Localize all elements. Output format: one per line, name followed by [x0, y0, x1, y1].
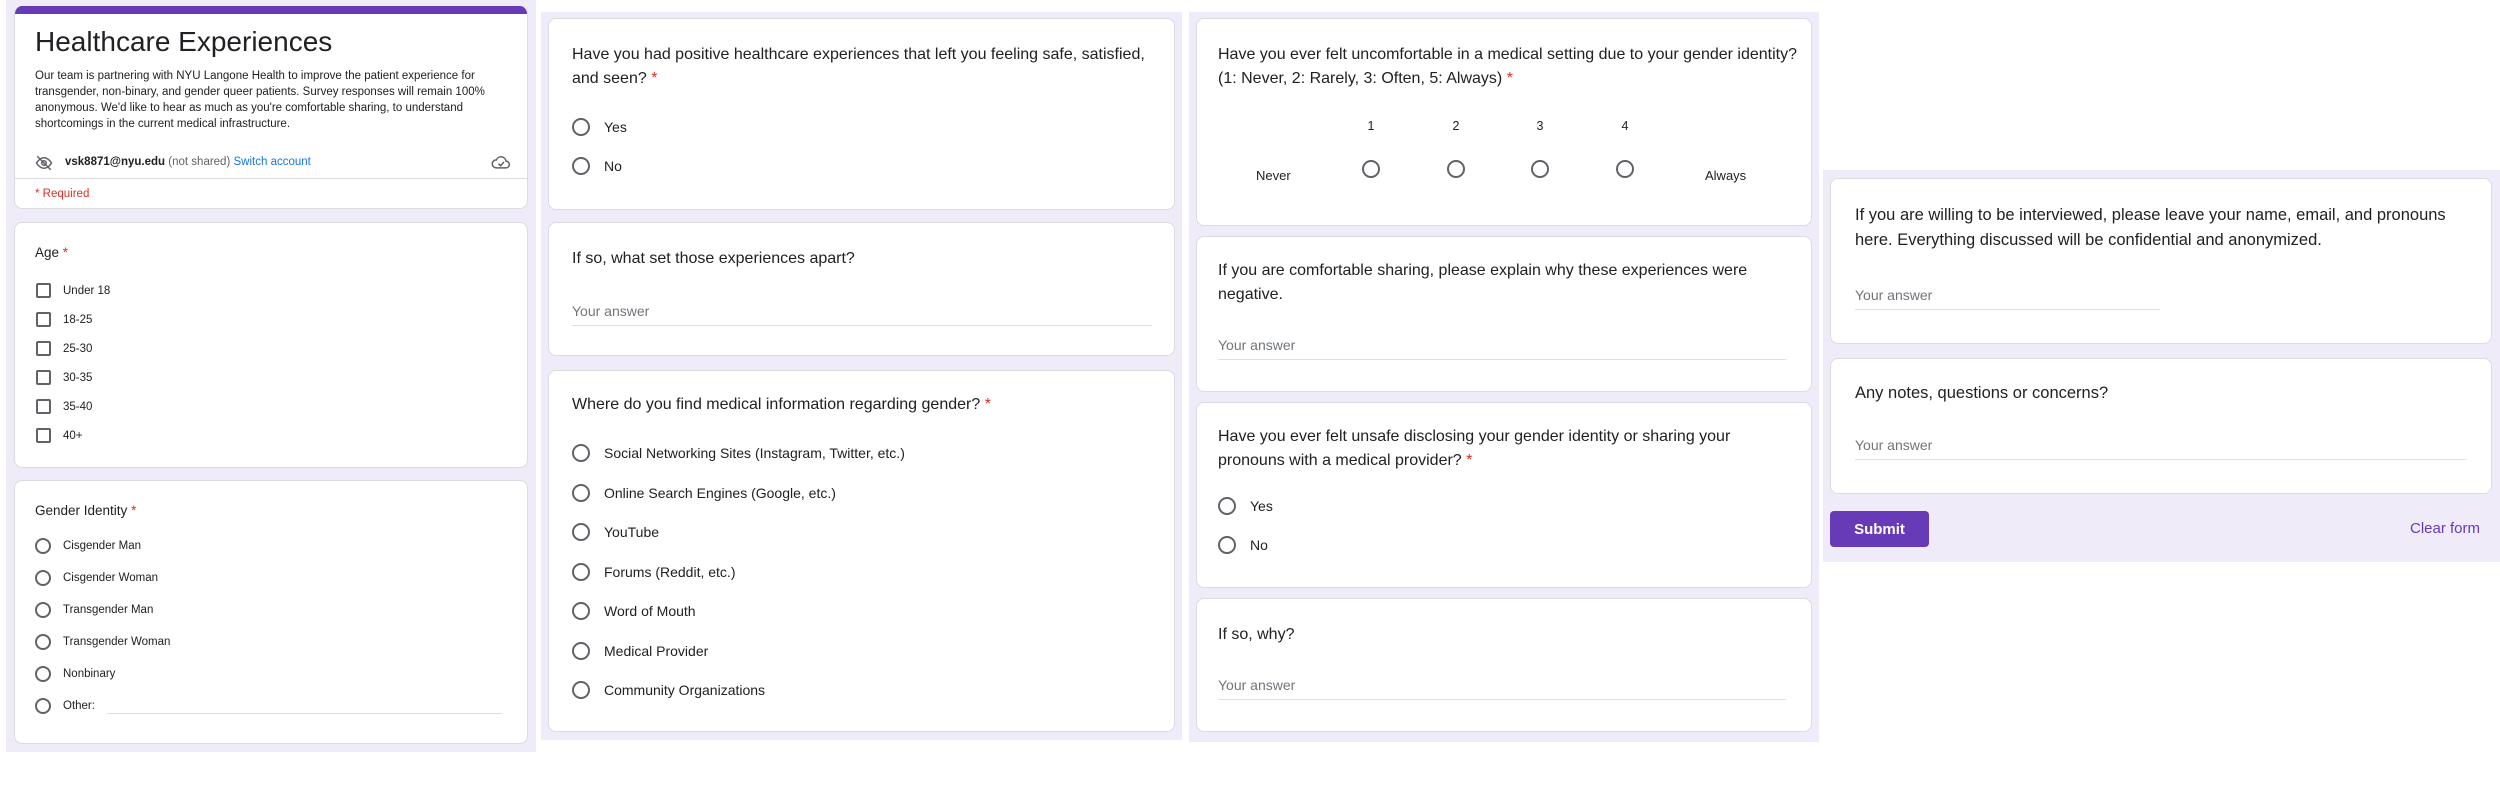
radio-button[interactable]: [572, 681, 590, 699]
notes-label: Any notes, questions or concerns?: [1855, 384, 2109, 402]
positive-experiences-label: Have you had positive healthcare experiences that left you feeling safe, satisfied, and seen? *: [572, 46, 1145, 87]
account-line: [65, 156, 311, 168]
age-option[interactable]: 25-30: [36, 341, 92, 356]
form-header-card: [14, 6, 528, 209]
radio-button[interactable]: [35, 634, 51, 650]
unsafe-disclosing-label: Have you ever felt unsafe disclosing your gender identity or sharing your pronouns with a medical provider? *: [1218, 428, 1731, 469]
scale-radio-2[interactable]: [1447, 160, 1465, 178]
medical-info-option[interactable]: Medical Provider: [572, 642, 708, 660]
scale-number: 1: [1367, 119, 1375, 133]
set-apart-card: [548, 222, 1175, 356]
age-label: Age *: [35, 245, 69, 260]
gender-option[interactable]: Transgender Woman: [35, 634, 170, 650]
radio-button[interactable]: [572, 642, 590, 660]
age-option[interactable]: 40+: [36, 428, 83, 443]
notes-card: [1830, 358, 2492, 494]
switch-account-link[interactable]: Switch account: [233, 156, 311, 168]
interview-label: If you are willing to be interviewed, please leave your name, email, and pronouns here. Everything discussed will be confidential and anonymized.: [1855, 206, 2446, 249]
required-note: * Required: [35, 188, 90, 200]
radio-button[interactable]: [572, 602, 590, 620]
medical-info-option[interactable]: Forums (Reddit, etc.): [572, 563, 735, 581]
checkbox[interactable]: [36, 283, 51, 298]
scale-number: 2: [1452, 119, 1460, 133]
negative-explain-card: [1196, 236, 1812, 392]
radio-button[interactable]: [572, 157, 590, 175]
radio-button[interactable]: [572, 563, 590, 581]
scale-radio-4[interactable]: [1616, 160, 1634, 178]
checkbox[interactable]: [36, 312, 51, 327]
submit-button[interactable]: Submit: [1830, 511, 1929, 547]
why-card: [1196, 598, 1812, 732]
other-text-input[interactable]: [107, 713, 502, 714]
form-description: Our team is partnering with NYU Langone Health to improve the patient experience for transgender, non-binary, and gender queer patients. Survey responses will remain 100% anonymous. We'd like to hear as much as you're comfortable sharing, to understand shortcomings in the current medical infrastructure.: [35, 70, 485, 130]
interview-answer-input[interactable]: Your answer: [1855, 287, 2160, 310]
gender-option[interactable]: Cisgender Woman: [35, 570, 158, 586]
medical-info-option[interactable]: Community Organizations: [572, 681, 765, 699]
medical-info-option[interactable]: Word of Mouth: [572, 602, 696, 620]
radio-button[interactable]: [35, 602, 51, 618]
medical-info-option[interactable]: YouTube: [572, 523, 659, 541]
why-label: If so, why?: [1218, 626, 1295, 643]
unsafe-disclosing-option[interactable]: No: [1218, 536, 1268, 554]
gender-identity-label: Gender Identity *: [35, 503, 137, 518]
radio-button[interactable]: [572, 523, 590, 541]
medical-info-card: [548, 370, 1175, 732]
radio-button[interactable]: [1218, 536, 1236, 554]
radio-button[interactable]: [35, 538, 51, 554]
negative-explain-label: If you are comfortable sharing, please explain why these experiences were negative.: [1218, 262, 1748, 303]
scale-low-label: Never: [1256, 168, 1291, 183]
notes-answer-input[interactable]: Your answer: [1855, 437, 2467, 460]
positive-experiences-card: [548, 18, 1175, 210]
positive-experiences-option[interactable]: No: [572, 157, 622, 175]
negative-explain-answer-input[interactable]: Your answer: [1218, 337, 1786, 360]
cloud-saved-icon[interactable]: [491, 153, 511, 171]
uncomfortable-scale-card: [1196, 18, 1812, 226]
why-answer-input[interactable]: Your answer: [1218, 677, 1786, 700]
set-apart-label: If so, what set those experiences apart?: [572, 250, 855, 267]
interview-card: [1830, 178, 2492, 344]
scale-high-label: Always: [1705, 168, 1747, 183]
divider: [15, 178, 527, 179]
not-shared-label: (not shared): [168, 156, 231, 168]
positive-experiences-option[interactable]: Yes: [572, 118, 627, 136]
checkbox[interactable]: [36, 428, 51, 443]
age-option[interactable]: 18-25: [36, 312, 92, 327]
gender-option-other[interactable]: Other:: [35, 698, 95, 714]
unsafe-disclosing-card: [1196, 402, 1812, 588]
medical-info-option[interactable]: Online Search Engines (Google, etc.): [572, 484, 836, 502]
age-option[interactable]: Under 18: [36, 283, 110, 298]
radio-button[interactable]: [572, 118, 590, 136]
uncomfortable-label: Have you ever felt uncomfortable in a medical setting due to your gender identity? (1: Never, 2: Rarely, 3: Often, 5: Always) *: [1218, 46, 1797, 87]
scale-number: 3: [1536, 119, 1544, 133]
radio-button[interactable]: [35, 666, 51, 682]
age-option[interactable]: 35-40: [36, 399, 92, 414]
eye-off-icon: [35, 154, 53, 172]
medical-info-option[interactable]: Social Networking Sites (Instagram, Twitter, etc.): [572, 444, 905, 462]
radio-button[interactable]: [572, 484, 590, 502]
scale-radio-1[interactable]: [1362, 160, 1380, 178]
scale-radio-3[interactable]: [1531, 160, 1549, 178]
accent-bar: [15, 6, 527, 14]
clear-form-button[interactable]: Clear form: [2410, 520, 2481, 537]
radio-button[interactable]: [572, 444, 590, 462]
radio-button[interactable]: [35, 570, 51, 586]
gender-identity-card: [14, 480, 528, 744]
medical-info-label: Where do you find medical information regarding gender? *: [572, 396, 991, 413]
checkbox[interactable]: [36, 399, 51, 414]
checkbox[interactable]: [36, 370, 51, 385]
form-title: Healthcare Experiences: [35, 26, 333, 57]
gender-option[interactable]: Nonbinary: [35, 666, 115, 682]
account-email: vsk8871@nyu.edu: [65, 156, 166, 168]
scale-number: 4: [1621, 119, 1629, 133]
radio-button[interactable]: [35, 698, 51, 714]
gender-option[interactable]: Transgender Man: [35, 602, 153, 618]
gender-option[interactable]: Cisgender Man: [35, 538, 141, 554]
age-option[interactable]: 30-35: [36, 370, 92, 385]
checkbox[interactable]: [36, 341, 51, 356]
set-apart-answer-input[interactable]: Your answer: [572, 303, 1152, 326]
radio-button[interactable]: [1218, 497, 1236, 515]
age-question-card: [14, 222, 528, 468]
unsafe-disclosing-option[interactable]: Yes: [1218, 497, 1273, 515]
